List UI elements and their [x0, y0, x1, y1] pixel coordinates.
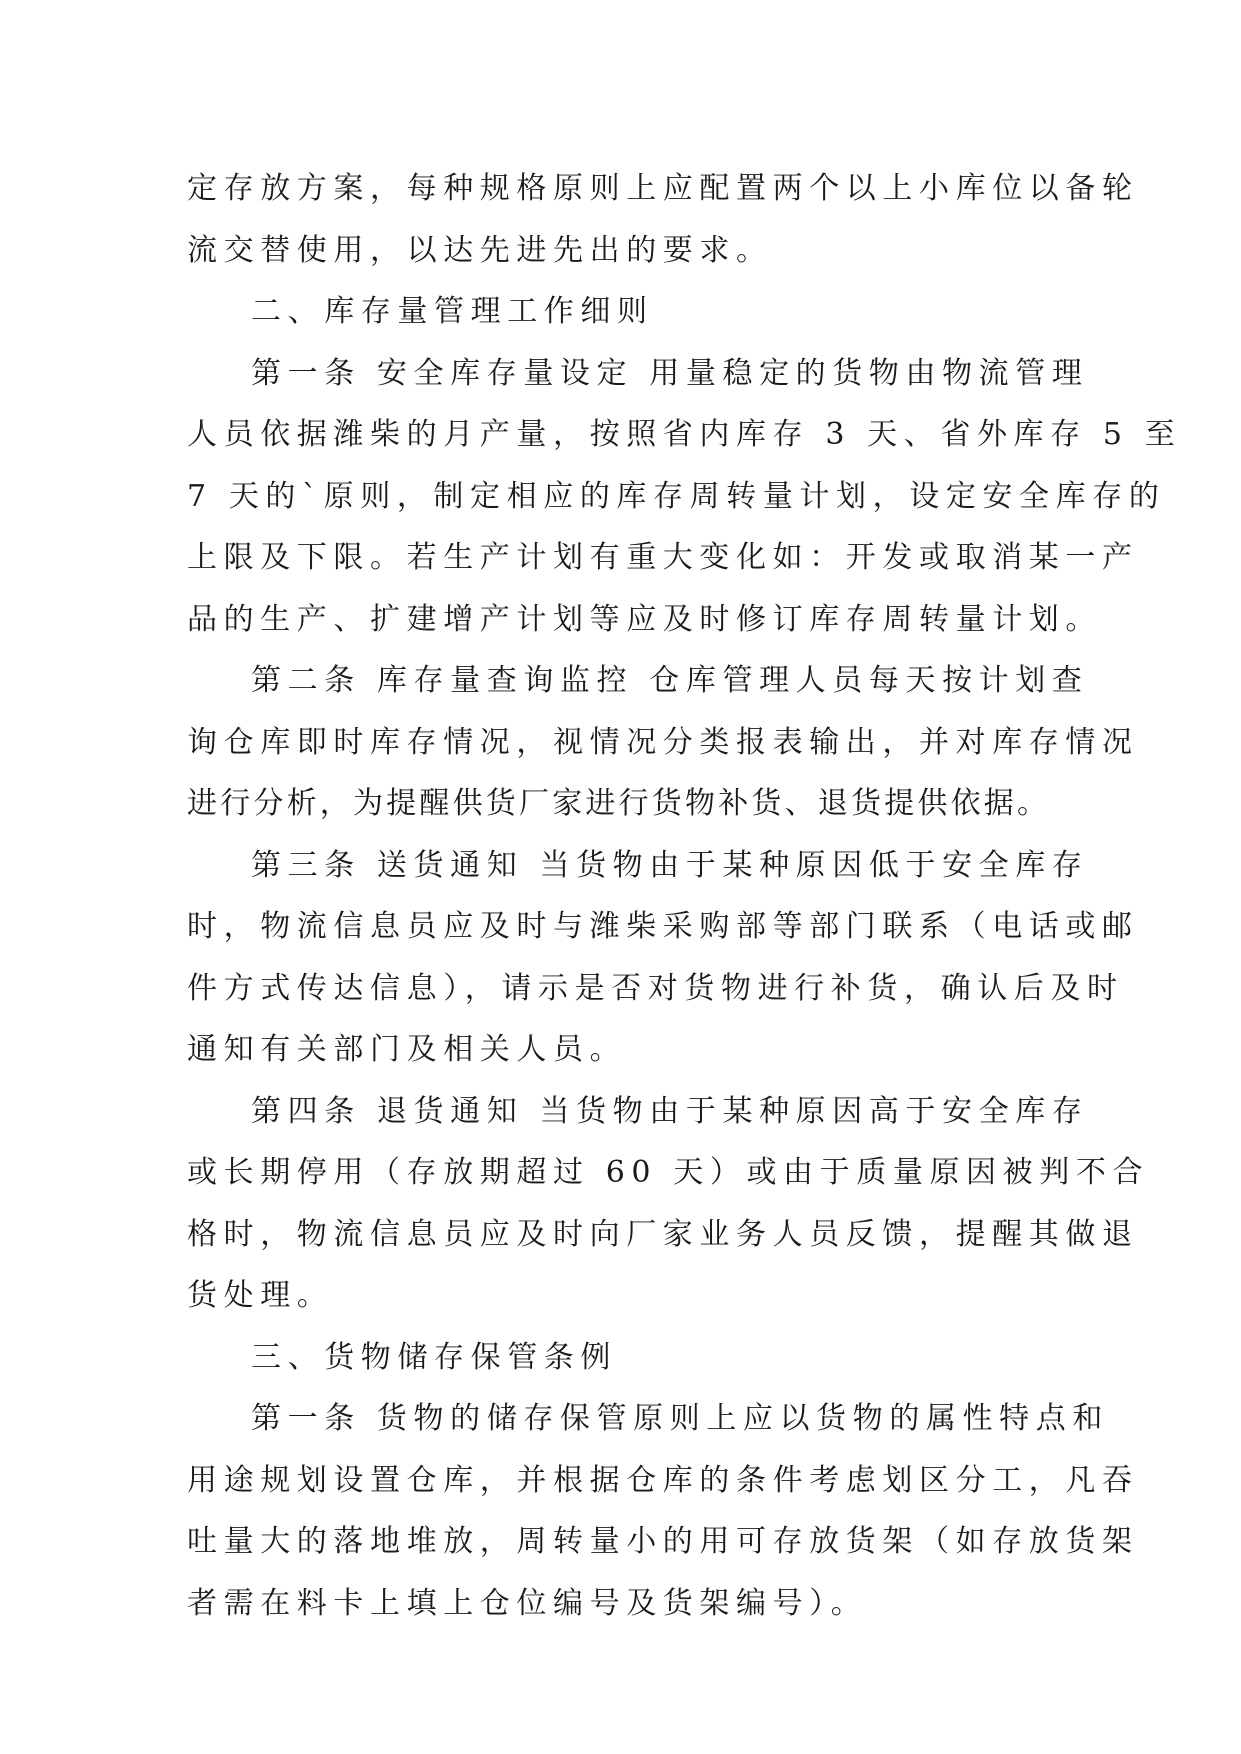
text-line: 货处理。 — [187, 1278, 334, 1313]
section-heading: 二、库存量管理工作细则 — [251, 294, 654, 329]
text-line: 7 天的`原则，制定相应的库存周转量计划，设定安全库存的 — [187, 478, 1166, 514]
text-line: 上限及下限。若生产计划有重大变化如：开发或取消某一产 — [187, 540, 1139, 575]
article-first-line: 第一条 货物的储存保管原则上应以货物的属性特点和 — [251, 1401, 1109, 1436]
text-line: 吐量大的落地堆放，周转量小的用可存放货架（如存放货架 — [187, 1524, 1139, 1559]
article-first-line: 第三条 送货通知 当货物由于某种原因低于安全库存 — [251, 847, 1089, 883]
text-line: 者需在料卡上填上仓位编号及货架编号）。 — [187, 1585, 868, 1621]
text-line: 人员依据潍柴的月产量，按照省内库存 3 天、省外库存 5 至 — [187, 417, 1182, 452]
text-line: 品的生产、扩建增产计划等应及时修订库存周转量计划。 — [187, 601, 1102, 637]
section-heading: 三、货物储存保管条例 — [251, 1339, 617, 1375]
text-line: 进行分析，为提醒供货厂家进行货物补货、退货提供依据。 — [187, 786, 1051, 821]
text-line: 流交替使用，以达先进先出的要求。 — [187, 232, 773, 268]
text-line: 定存放方案，每种规格原则上应配置两个以上小库位以备轮 — [187, 171, 1139, 206]
text-line: 询仓库即时库存情况，视情况分类报表输出，并对库存情况 — [187, 724, 1139, 760]
text-line: 件方式传达信息），请示是否对货物进行补货，确认后及时 — [187, 970, 1124, 1006]
text-line: 格时，物流信息员应及时向厂家业务人员反馈，提醒其做退 — [187, 1216, 1139, 1252]
article-first-line: 第四条 退货通知 当货物由于某种原因高于安全库存 — [251, 1093, 1089, 1129]
article-first-line: 第二条 库存量查询监控 仓库管理人员每天按计划查 — [251, 663, 1089, 698]
document-body — [187, 158, 1182, 1634]
text-line: 或长期停用（存放期超过 60 天）或由于质量原因被判不合 — [187, 1155, 1150, 1190]
text-line: 时，物流信息员应及时与潍柴采购部等部门联系（电话或邮 — [187, 909, 1139, 944]
article-first-line: 第一条 安全库存量设定 用量稳定的货物由物流管理 — [251, 355, 1089, 391]
text-line: 用途规划设置仓库，并根据仓库的条件考虑划区分工，凡吞 — [187, 1462, 1139, 1498]
text-line: 通知有关部门及相关人员。 — [187, 1032, 627, 1067]
